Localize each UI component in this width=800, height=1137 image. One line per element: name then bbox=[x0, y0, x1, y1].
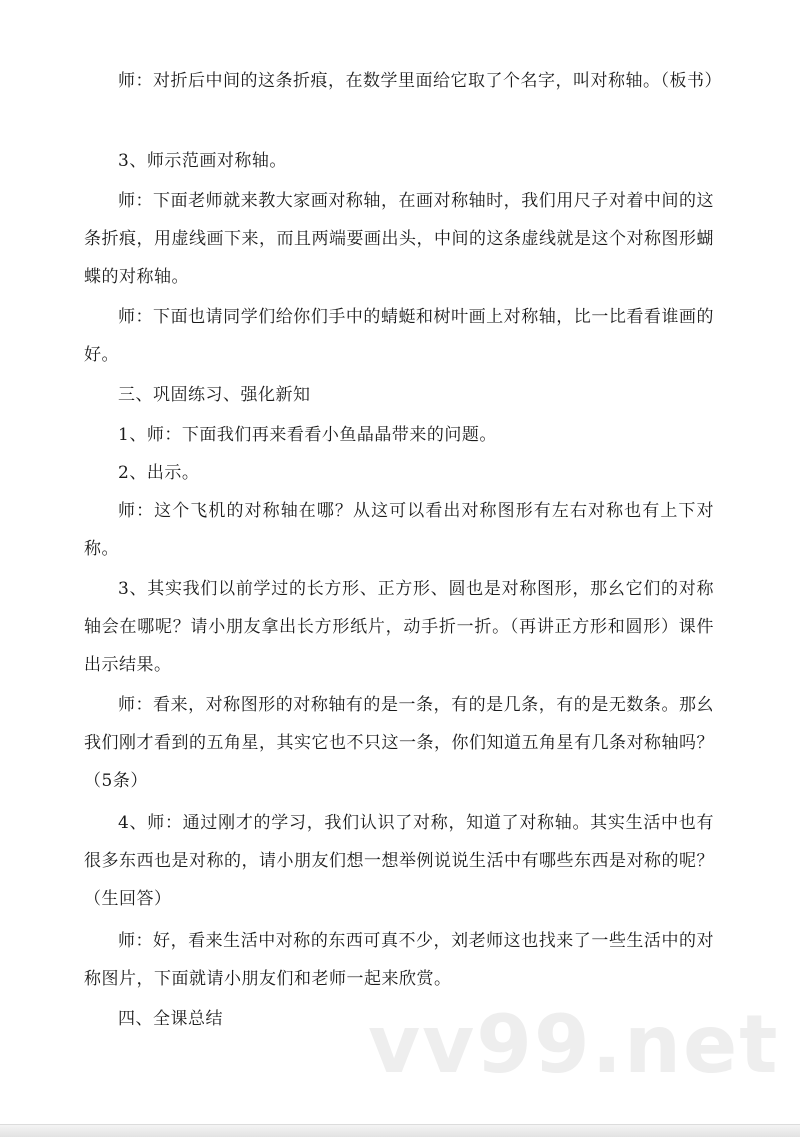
paragraph-life-examples: 4、师：通过刚才的学习，我们认识了对称，知道了对称轴。其实生活中也有很多东西也是对称的，请小朋友们想一想举例说说生活中有哪些东西是对称的呢？（生回答） bbox=[84, 813, 714, 909]
paragraph-airplane-axis: 师：这个飞机的对称轴在哪？从这可以看出对称图形有左右对称也有上下对称。 bbox=[84, 501, 714, 559]
paragraph-show: 2、出示。 bbox=[118, 463, 200, 483]
paragraph-teacher-draw-axis: 师：下面老师就来教大家画对称轴，在画对称轴时，我们用尺子对着中间的这条折痕，用虚线画下来，而且两端要画出头，中间的这条虚线就是这个对称图形蝴蝶的对称轴。 bbox=[84, 191, 714, 287]
paragraph-students-draw: 师：下面也请同学们给你们手中的蜻蜓和树叶画上对称轴，比一比看看谁画的好。 bbox=[84, 307, 714, 365]
paragraph-star-axis: 师：看来，对称图形的对称轴有的是一条，有的是几条，有的是无数条。那幺我们刚才看到的五角星，其实它也不只这一条，你们知道五角星有几条对称轴吗？（5条） bbox=[84, 695, 714, 791]
paragraph-axis-name: 师：对折后中间的这条折痕，在数学里面给它取了个名字，叫对称轴。（板书） bbox=[118, 71, 722, 91]
paragraph-shapes-axis: 3、其实我们以前学过的长方形、正方形、圆也是对称图形，那幺它们的对称轴会在哪呢？请小朋友拿出长方形纸片，动手折一折。（再讲正方形和圆形）课件出示结果。 bbox=[84, 579, 714, 675]
paragraph-demo-heading: 3、师示范画对称轴。 bbox=[118, 151, 287, 171]
paragraph-appreciate-pictures: 师：好，看来生活中对称的东西可真不少，刘老师这也找来了一些生活中的对称图片，下面就请小朋友们和老师一起来欣赏。 bbox=[84, 931, 714, 989]
section-heading-practice: 三、巩固练习、强化新知 bbox=[118, 385, 311, 405]
section-heading-summary: 四、全课总结 bbox=[118, 1009, 223, 1029]
watermark-text: vv99.net bbox=[368, 998, 780, 1091]
page-bottom-edge bbox=[0, 1124, 800, 1137]
paragraph-fish-question: 1、师：下面我们再来看看小鱼晶晶带来的问题。 bbox=[118, 425, 497, 445]
